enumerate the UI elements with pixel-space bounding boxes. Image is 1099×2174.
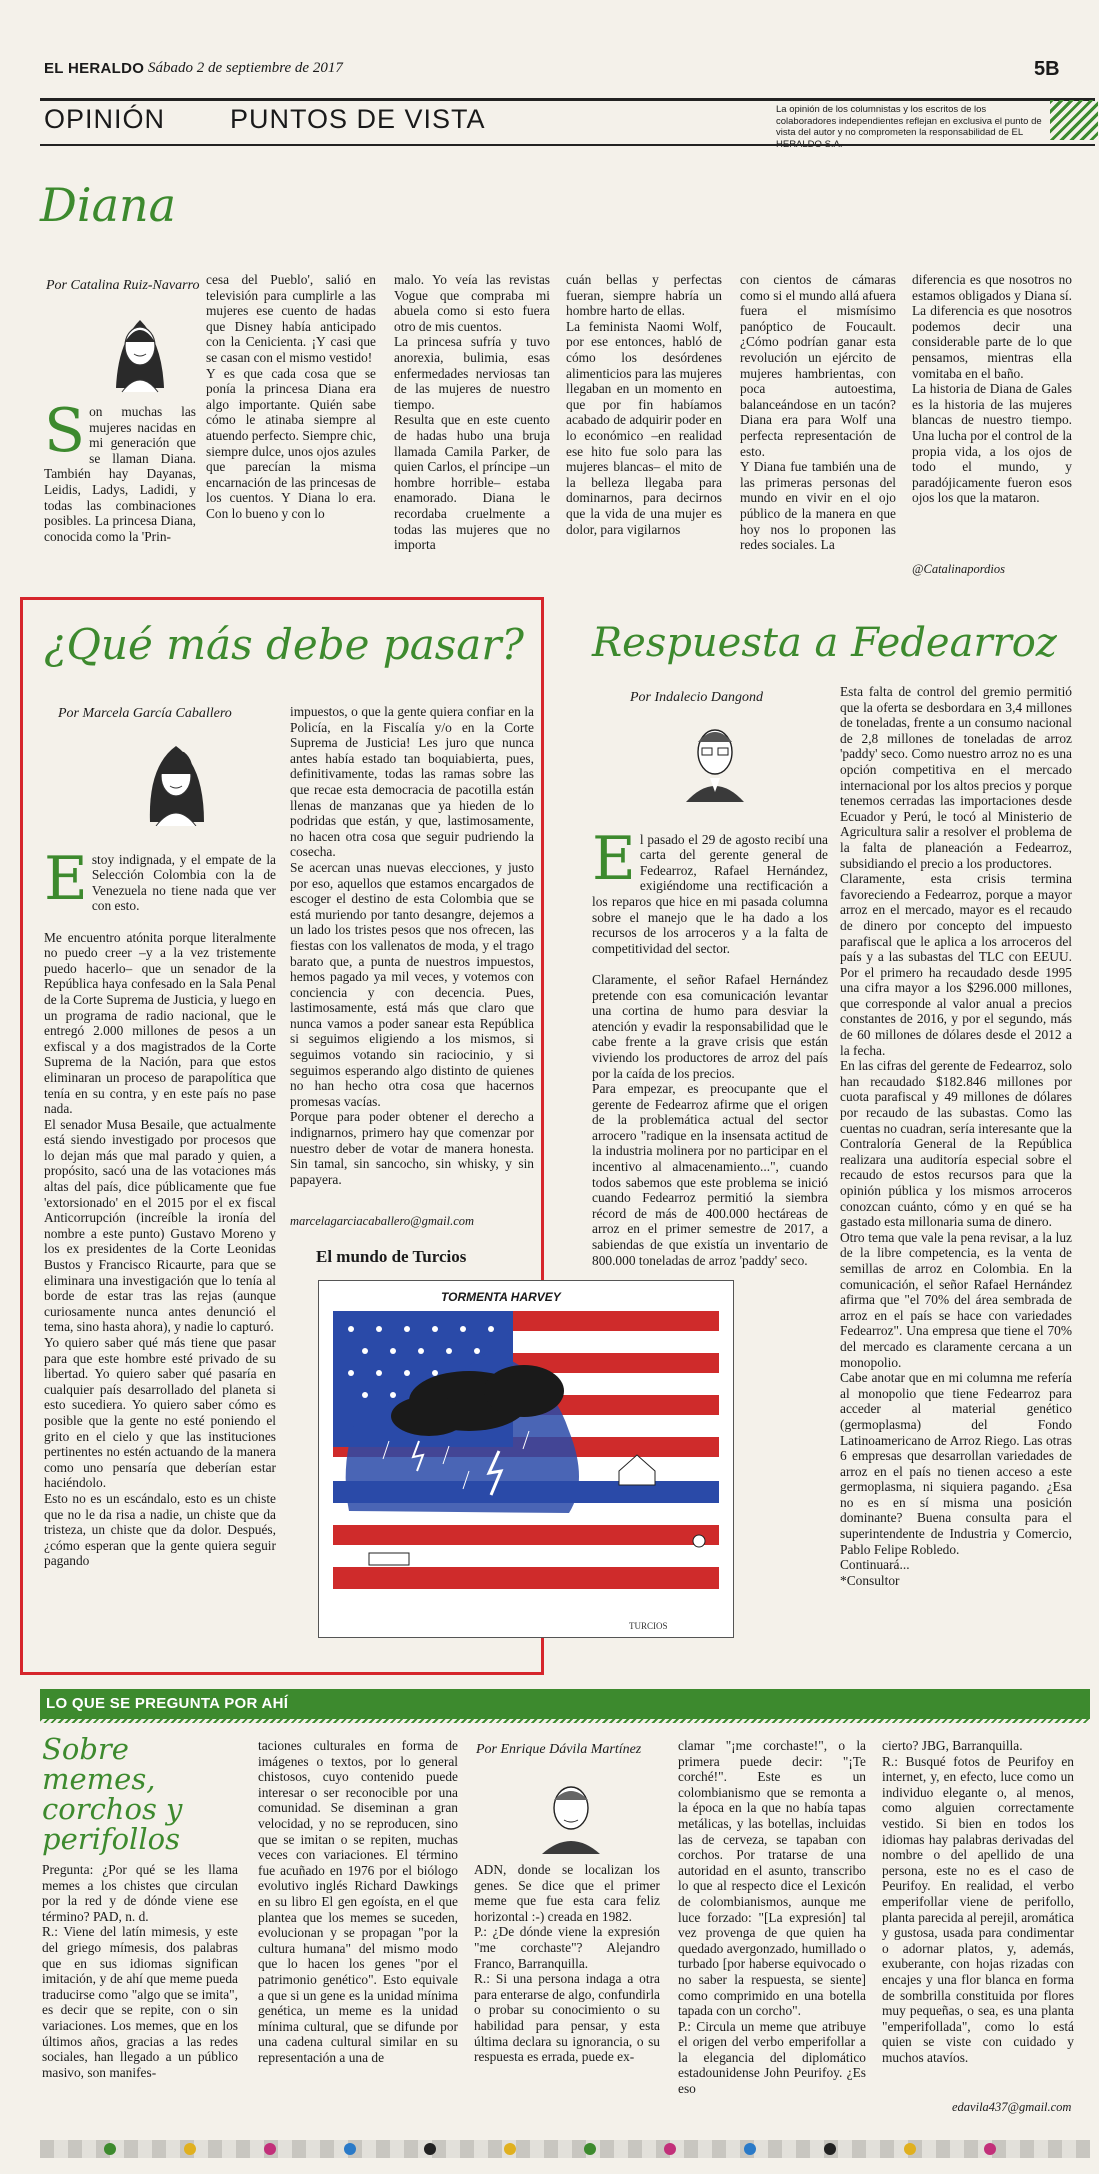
cartoon-signature: TURCIOS	[629, 1621, 668, 1631]
section-rule	[40, 144, 1095, 146]
paper-name: EL HERALDO	[44, 60, 145, 77]
author-portrait	[132, 730, 220, 826]
issue-date: Sábado 2 de septiembre de 2017	[148, 60, 343, 76]
article-byline: Por Indalecio Dangond	[630, 690, 763, 705]
cartoon-section-title: El mundo de Turcios	[316, 1247, 467, 1266]
article-column-2: impuestos, o que la gente quiera confiar en la Policía, en la Fiscalía y/o en la Corte Suprema de Justicia! Les juro que nunca antes había estado tan boquiabierta, pues, definitivamente, todas las ramas sobre las que recae esta democracia de pacotilla están llenas de manzanas que ya hieden de lo podridas que están, y que, lastimosamente, no hacen otra cosa que seguir pudriendo la cosecha. Se acercan unas nuevas elecciones, y justo por eso, aquellos que estamos encargados de escoger el destino de esta Colombia que se está muriendo por tanto desangre, dejemos a un lado los tristes pesos que nos ofrecen, las fiestas con los vallenatos de moda, y el trago barato que, a punta de nuestros impuestos, hemos pagado ya mil veces, y votemos con conciencia y con decencia. Pues, lastimosamente, está más que claro que nunca vamos a poder sanear esta República si seguimos eligiendo a los mismos, si seguimos votando sin raciocinio, y si seguimos esperando algo distinto de quienes no han hecho otra cosa que hacernos promesas vacías. Porque para poder obtener el derecho a indignarnos, primero hay que comenzar por nuestro deber de votar de manera honesta. Sin tamal, sin sancocho, sin whisky, y sin papayera.	[290, 704, 534, 1187]
cartoon-label: TORMENTA HARVEY	[438, 1290, 564, 1304]
dropcap: E	[592, 823, 636, 894]
column-lead	[592, 823, 828, 957]
disclaimer: La opinión de los columnistas y los escritos de los colaboradores independientes reflejan en exclusiva el punto de vista del autor y no comprometen la responsabilidad de EL	[776, 104, 1042, 138]
column-text: Claramente, el señor Rafael Hernández pretende con esa comunicación levantar una cortina de humo para desviar la atención y evadir la responsabilidad que le cabe frente a la grave crisis que están viviendo los productores de arroz del país por la caída de los precios. Para empezar, es preocupante que el gerente de Fedearroz afirme que el origen de la problemática actual del sector arrocero "radique en la insensata actitud de la industria molinera por no participar en el incentivo al almacenamiento...", cuando todos sabemos que este problema se inició cuando Fedearroz permitió la siembra récord de más de 400.000 hectáreas de arroz en el primer semestre de 2017, a sabiendas de que existía un inventario de 800.000 toneladas de arroz 'paddy' seco.	[592, 971, 828, 1268]
article-column-1	[592, 816, 828, 1340]
author-portrait	[96, 302, 184, 394]
article-column-5: cierto? JBG, Barranquilla. R.: Busqué fotos de Peurifoy en internet, y, en efecto, luce como un individuo elegante o, al menos, como alguien correctamente vestido. Si bien en todos los idiomas hay palabras derivadas del nombre o del apellido de una persona, este no es el caso de Peurifoy. En realidad, el verbo emperifollar viene de perifollo, planta parecida al perejil, aromática y gustosa, usada para condimentar o adornar platos, y, además, exuberante, con hojas rizadas con encajes y una flor blanca en forma de sombrilla constituida por flores muy pequeñas, o sea, es una planta "emperifollada", como lo está quien se viste con cuidado y muchos atavíos.	[882, 1738, 1074, 2065]
article-column-1	[44, 836, 276, 1632]
print-color-bar	[40, 2140, 1090, 2158]
article-column-6: diferencia es que nosotros no estamos obligados y Diana sí. La diferencia es que nosotros podemos decir una considerable parte de lo que pensamos, mientras ella vomitaba en el baño. La historia de Diana de Gales es la historia de las mujeres blancas de nuestro tiempo. Una lucha por el control de la propia vida, a los ojos de todo el mundo, y paradójicamente fueron esos ojos los que la mataron.	[912, 272, 1072, 506]
article-title: Sobre memes, corchos y perifollos	[42, 1732, 183, 1856]
article-column-1	[44, 404, 196, 584]
dropcap: S	[44, 404, 86, 466]
qa-section-band	[40, 1689, 1090, 1719]
author-email: marcelagarciacaballero@gmail.com	[290, 1214, 475, 1228]
qa-band-label: LO QUE SE PREGUNTA POR AHÍ	[46, 1695, 289, 1712]
article-column-2: Esta falta de control del gremio permitió que la oferta se desbordara en 3,4 millones de toneladas, frente a un consumo nacional de 2,8 millones de toneladas de arroz 'paddy' seco. Como nuestro arroz no es una opción competitiva en el mercado internacional por los altos precios y porque tenemos cerradas las importaciones desde Ecuador y Perú, le tocó al Ministerio de Agricultura salir a resolver el problema de la falta de planeación a Fedearroz, subsidiando el precio a los productores. Claramente, esta crisis termina favoreciendo a Fedearroz, porque a mayor arroz en el mercado, mayor es el recaudo de dinero por concepto del impuesto parafiscal que le aplica a los arroceros del país y a las subastas del TLC con EEUU. Por el primero ha recaudado desde 1995 una cifra mayor a los $296.000 millones, que corresponde al valor anual a precios constantes de 2016, y por el segundo, más de 60 millones de dólares desde el 2012 a la fecha. En las cifras del gerente de Fedearroz, solo han recaudado $182.846 millones por cuota parafiscal y 49 millones de dólares por recaudo de las subastas. Como las cuentas no cuadran, sería interesante que la Contraloría General de la República realizara una auditoría especial sobre el recaudo de estos recursos para que la opinión pública y los mismos arroceros conozcan cuánto, cómo y en qué se ha gastado esta millonaria suma de dinero. Otro tema que vale la pena revisar, a la luz de la libre competencia, es la venta de semillas de arroz en Colombia. En la comunicación, el señor Rafael Hernández afirma que "el 70% del área sembrada de arroz en el país se hace con variedades Fedearroz". Una empresa que tiene el 70% del mercado es claramente cercana a un monopolio. Cabe anotar que en mi columna me refería al monopolio que tiene Fedearroz para acceder al material genético (germoplasma) del Fondo Latinoamericano de Arroz Riego. Las otras 6 empresas que desarrollan variedades de arroz en el país no tienen acceso a este germoplasma, ni siquiera pagando. ¿Esa no es en sí misma una posición dominante? Buena consulta para el superintendente de Industria y Comercio, Pablo Felipe Robledo. Continuará... *Consultor	[840, 684, 1072, 1588]
article-title: Diana	[40, 178, 177, 232]
author-portrait	[672, 712, 758, 802]
page-number: 5B	[1034, 58, 1060, 80]
article-column-3: malo. Yo veía las revistas Vogue que compraba mi abuela como si esto fuera otro de mis cuentos. La princesa sufría y tuvo anorexia, bulimia, esas enfermedades nerviosas tan de las mujeres de nuestro tiempo. Resulta que en este cuento de hadas hubo una bruja llamada Camila Parker, de quien Carlos, el príncipe –un hombre horrible– estaba enamorado. Diana le recordaba cruelmente a todas las mujeres que no importa	[394, 272, 550, 553]
article-column-1: Pregunta: ¿Por qué se les llama memes a los chistes que circulan por la red y de dónde viene ese término? PAD, n. d. R.: Viene del latín mimesis, y este del griego mímesis, dos palabras que en sus idiomas significan imitación, y de ahí que meme pueda traducirse como "algo que se imita", es decir que se repite, con o sin variaciones. Los memes, que en los últimos años, gracias a las redes sociales, han llegado a un público masivo, son manifes-	[42, 1862, 238, 2080]
article-byline: Por Enrique Dávila Martínez	[476, 1742, 642, 1757]
article-title: ¿Qué más debe pasar?	[44, 620, 524, 669]
article-column-4: clamar "¡me corchaste!", o la primera puede decir: "¡Te corché!". Este es un colombianismo que se remonta a la época en la que no había tapas metálicas, y las botellas, incluidas las de cerveza, se tapaban con corchos. Por tratarse de una autoridad en el asunto, transcribo lo que al respecto dice el Lexicón de colombianismos, aunque me luce forzado: "[La expresión] tal vez provenga de que quien ha quedado avergonzado, humillado o turbado [por haberse equivocado o no saber la respuesta, se siente] como comprimido en una botella tapada con un corcho". P.: Circula un meme que atribuye el origen del verbo emperifollar a la elegancia del diplomático estadounidense John Peurifoy. ¿Es eso	[678, 1738, 866, 2097]
author-email: edavila437@gmail.com	[952, 2100, 1072, 2114]
article-column-2: taciones culturales en forma de imágenes o textos, por lo general chistosos, cuyo contenido puede interesar o ser reconocible por una comunidad. Se diseminan a gran velocidad, y no se reproducen, sino que se imitan o se repiten, muchas veces con variaciones. El término fue acuñado en 1976 por el biólogo evolutivo inglés Richard Dawkings en su libro El gen egoísta, en el que plantea que los memes se suceden, evolucionan y se propagan "por la cultura humana" del mismo modo que lo hacen los genes "por el patrimonio genético". Esto equivale a que si un gene es la unidad mínima genética, un meme es la unidad mínima cultural, que se difunde por una cadena cultural similar en su representación a una de	[258, 1738, 458, 2065]
column-text-lead: l pasado el 29 de agosto recibí una carta del gerente general de Fedearroz, Rafael Hernández, exigiéndome una rectificación a los reparos que hice en mi pasada columna sobre el manejo que le ha dado a los recursos de los arroceros y a la falta de competitividad del sector.	[592, 831, 828, 956]
author-portrait	[530, 1770, 612, 1854]
dropcap: E	[44, 843, 88, 914]
article-title: Respuesta a Fedearroz	[592, 620, 1057, 666]
article-column-2: cesa del Pueblo', salió en televisión para cumplirle a las mujeres ese cuento de hadas que Disney había anticipado con la Cenicienta. ¡Y casi que se casan con el mismo vestido! Y es que cada cosa que se ponía la princesa Diana era algo importante. Quién sabe cómo le atinaba siempre al atuendo perfecto. Siempre chic, siempre dulce, unos ojos azules que parecían la misma encarnación de las princesas de los cuentos. Y Diana lo era. Con lo bueno y con lo	[206, 272, 376, 521]
author-handle: @Catalinapordios	[912, 562, 1005, 576]
column-text: Me encuentro atónita porque literalmente no puedo creer –y a la vez tristemente puedo hacerlo– que un senador de la República haya confesado en la Sala Penal de la Corte Suprema de Justicia, y luego en un programa de radio nacional, que le entregó 2.000 millones de pesos a un exfiscal y a dos magistrados de la Corte Suprema de la Nación, para que estos eliminaran un proceso de parapolítica que tenía en su contra, y en este país no pase nada. El senador Musa Besaile, que actualmente está siendo investigado por procesos que lo dejan más que mal parado y quien, a propósito, sacó una de las votaciones más altas del país, dice públicamente que fue 'extorsionado' en el 2015 por el ex fiscal Anticorrupción (increíble la ironía del nombre a este punto) Gustavo Moreno y los ex presidentes de la Corte Leonidas Bustos y Francisco Ricaurte, para que se eliminara una investigación que lo tenía al borde de estar tras las rejas (aunque curiosamente nunca antes denunció el tema, sino hasta ahora), y nadie lo capturó. Yo quiero saber qué más tiene que pasar para que este hombre esté privado de su libertad. Yo quiero saber qué pasaría en cualquier país desarrollado del planeta si esto sucediera. Yo quiero saber cómo es posible que la gente no esté poniendo el grito en el cielo y que las instituciones pertinentes no estén actuando de la manera como uno pensaría que deberían estar haciéndolo. Esto no es un escándalo, esto es un chiste que no le da risa a nadie, un chiste que da tristeza, un chiste que da dolor. Después, ¿cómo esperan que la gente quiera seguir pagando	[44, 929, 276, 1569]
article-column-4: cuán bellas y perfectas fueran, siempre habría un hombre harto de ellas. La feminista Naomi Wolf, por ese entonces, habló de cómo los desórdenes alimenticios para las mujeres llegaban en un momento en que por fin habíamos acabado de adquirir poder en lo económico –en realidad ese hito fue solo para las mujeres blancas– el mito de la belleza llegaba para dominarnos, para decirnos que la vida de una mujer es dolor, para vigilarnos	[566, 272, 722, 537]
article-column-5: con cientos de cámaras como si el mundo allá afuera fuera el mismísimo panóptico de Foucault. ¿Cómo podrían ganar esta revolución un ejército de mujeres hambrientas, con poca autoestima, balanceándose en un tacón? Diana era para Wolf una perfecta representación de esto. Y Diana fue también una de las primeras personas del mundo en vivir en el ojo público de la manera en que hoy nos lo proponen las redes sociales. La	[740, 272, 896, 553]
article-column-3: ADN, donde se localizan los genes. Se dice que el primer meme que fue esta cara feliz horizontal :-) creada en 1982. P.: ¿De dónde viene la expresión "me corchaste"? Alejandro Franco, Barranquilla. R.: Si una persona indaga a otra para enterarse de algo, confundirla o probar su conocimiento o su habilidad para pensar, y esta última declara su ignorancia, o su respuesta es errada, puede ex-	[474, 1862, 660, 2065]
column-text: on muchas las mujeres nacidas en mi generación que se llaman Diana. También hay Dayanas, Leidis, Ladys, Ladidi, y todas las combinaciones posibles. La princesa Diana, conocida como la 'Prin-	[44, 404, 196, 544]
qa-band-hatching	[40, 1719, 1090, 1723]
column-text-lead: stoy indignada, y el empate de la Selección Colombia con la de Venezuela no tiene nada que ver con esto.	[91, 851, 276, 914]
article-byline: Por Marcela García Caballero	[58, 706, 232, 721]
subsection-title: PUNTOS DE VISTA	[230, 104, 486, 134]
corner-hatching	[1050, 100, 1098, 140]
article-byline: Por Catalina Ruiz-Navarro	[46, 278, 200, 293]
column-lead	[44, 843, 276, 914]
section-title: OPINIÓN	[44, 104, 166, 134]
masthead-rule	[40, 98, 1095, 101]
